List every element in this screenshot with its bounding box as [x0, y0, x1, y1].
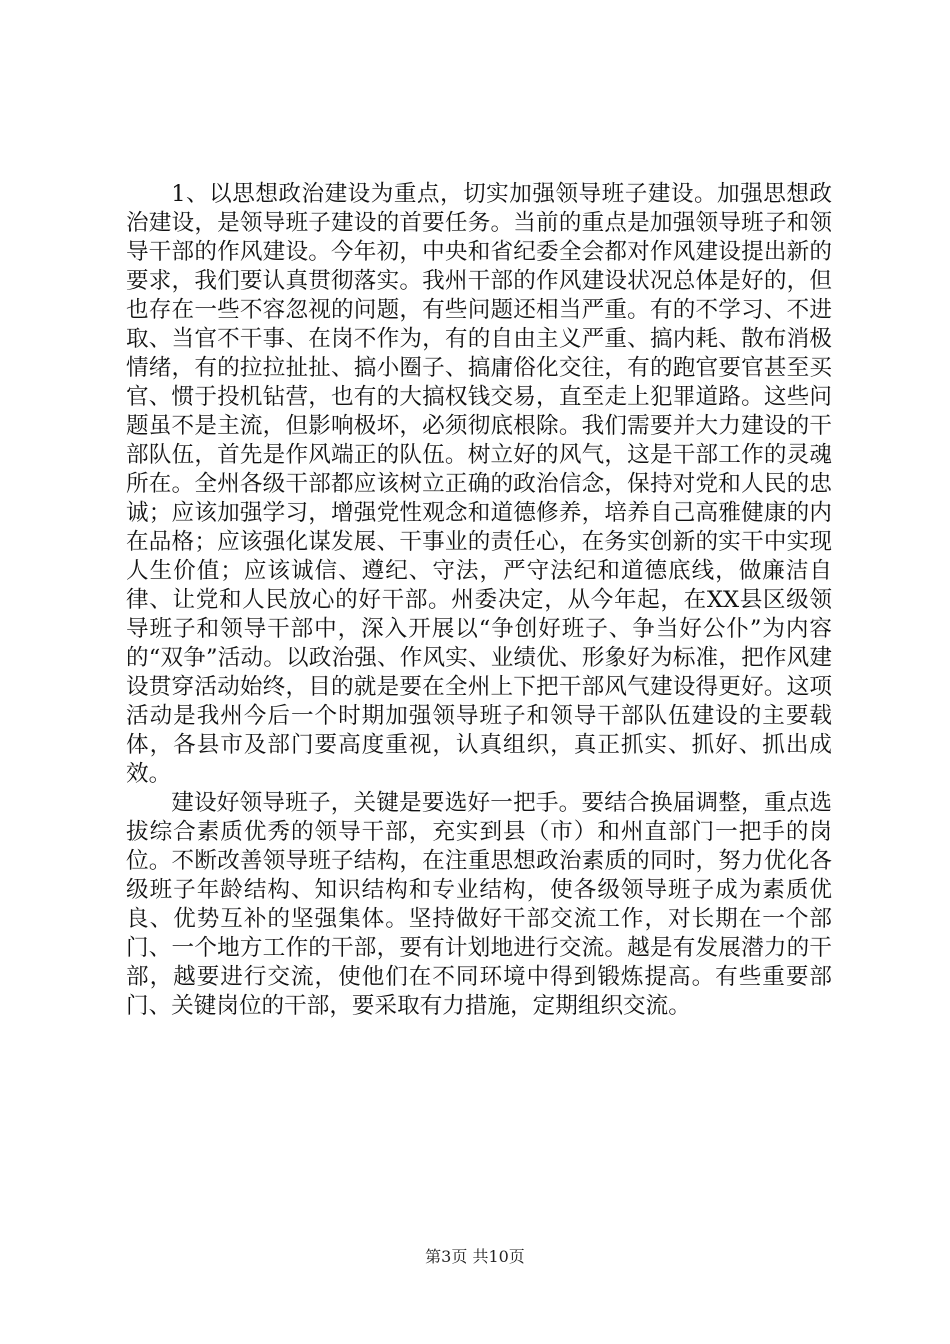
paragraph-cadre-style: 1、以思想政治建设为重点，切实加强领导班子建设。加强思想政治建设，是领导班子建设的首要任务。当前的重点是加强领导班子和领导干部的作风建设。今年初，中央和省纪委全会都对作风建设提出新的要求，我们要认真贯彻落实。我州干部的作风建设状况总体是好的，但也存在一些不容忽视的问题，有些问题还相当严重。有的不学习、不进取、当官不干事、在岗不作为，有的自由主义严重、搞内耗、散布消极情绪，有的拉拉扯扯、搞小圈子、搞庸俗化交往，有的跑官要官甚至买官、惯于投机钻营，也有的大搞权钱交易，直至走上犯罪道路。这些问题虽不是主流，但影响极坏，必须彻底根除。我们需要并大力建设的干部队伍，首先是作风端正的队伍。树立好的风气，这是干部工作的灵魂所在。全州各级干部都应该树立正确的政治信念，保持对党和人民的忠诚；应该加强学习，增强党性观念和道德修养，培养自己高雅健康的内在品格；应该强化谋发展、干事业的责任心，在务实创新的实干中实现人生价值；应该诚信、遵纪、守法，严守法纪和道德底线，做廉洁自律、让党和人民放心的好干部。州委决定，从今年起，在XX县区级领导班子和领导干部中，深入开展以“争创好班子、争当好公仆”为内容的“双争”活动。以政治强、作风实、业绩优、形象好为标准，把作风建设贯穿活动始终，目的就是要在全州上下把干部风气建设得更好。这项活动是我州今后一个时期加强领导班子和领导干部队伍建设的主要载体，各县市及部门要高度重视，认真组织，真正抓实、抓好、抓出成效。	[126, 181, 832, 787]
paragraph-leader-selection: 建设好领导班子，关键是要选好一把手。要结合换届调整，重点选拔综合素质优秀的领导干部，充实到县（市）和州直部门一把手的岗位。不断改善领导班子结构，在注重思想政治素质的同时，努力优化各级班子年龄结构、知识结构和专业结构，使各级领导班子成为素质优良、优势互补的坚强集体。坚持做好干部交流工作，对长期在一个部门、一个地方工作的干部，要有计划地进行交流。越是有发展潜力的干部，越要进行交流，使他们在不同环境中得到锻炼提高。有些重要部门、关键岗位的干部，要采取有力措施，定期组织交流。	[126, 790, 832, 1019]
page-number-footer: 第3页 共10页	[425, 1247, 525, 1266]
document-body	[126, 180, 832, 1021]
